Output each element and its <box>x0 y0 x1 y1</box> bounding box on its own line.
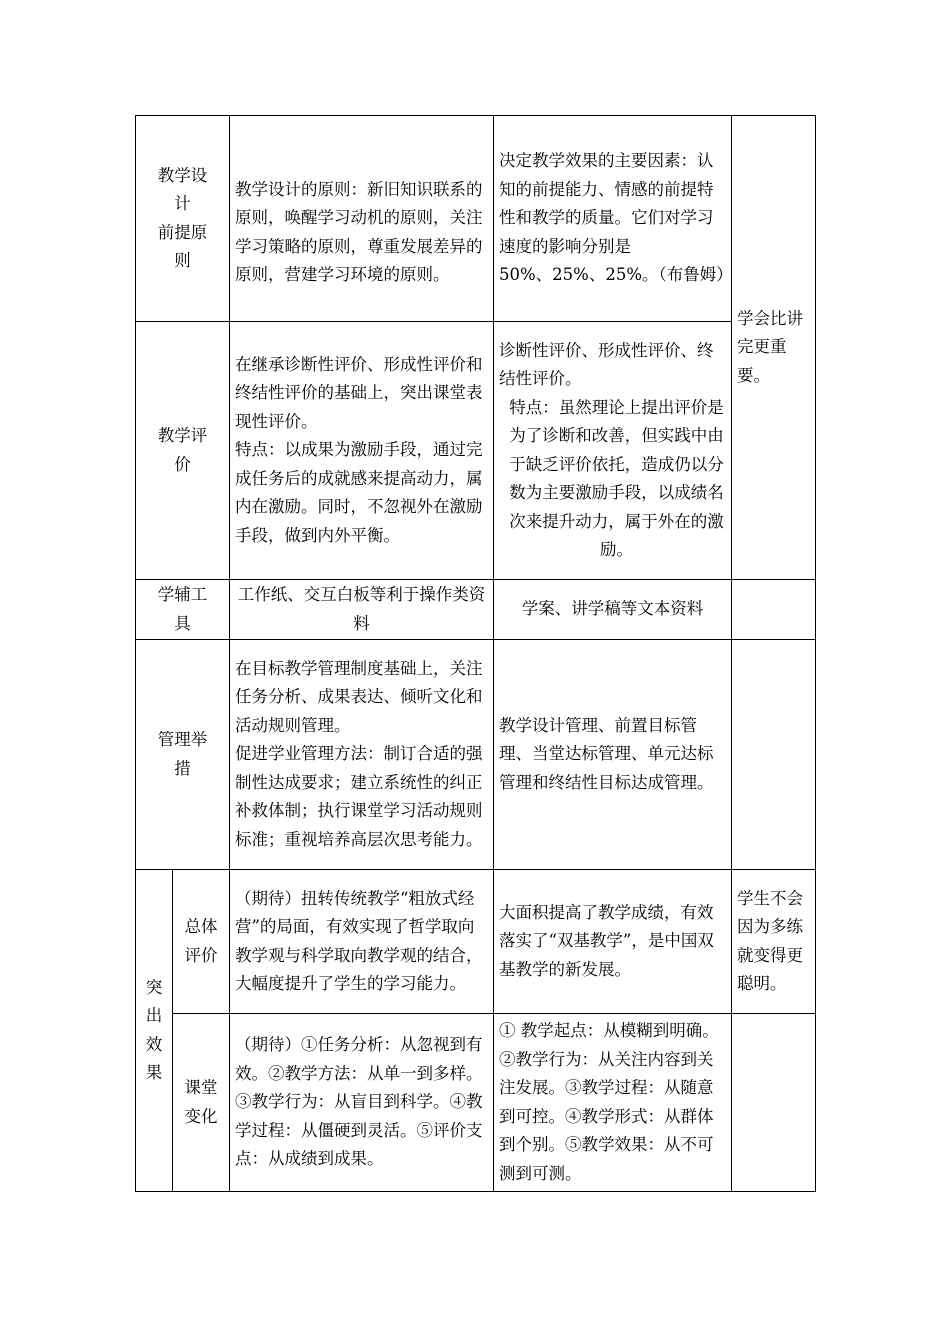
classroom-new: （期待）①任务分析：从忽视到有效。②教学方法：从单一到多样。③教学行为：从盲目到科学。④教学过程：从僵硬到灵活。⑤评价支点：从成绩到成果。 <box>230 1014 494 1192</box>
evaluation-new: 在继承诊断性评价、形成性评价和终结性评价的基础上，突出课堂表现性评价。 特点：以成果为激励手段，通过完成任务后的成就感来提高动力，属内在激励。同时，不忽视外在激励手段，做到内外平衡。 <box>230 322 494 580</box>
tools-old: 学案、讲学稿等文本资料 <box>494 580 732 640</box>
management-new: 在目标教学管理制度基础上，关注任务分析、成果表达、倾听文化和活动规则管理。 促进学业管理方法：制订合适的强制性达成要求；建立系统性的纠正补救体制；执行课堂学习活动规则标准；重视培养高层次思考能力。 <box>230 640 494 870</box>
side-note-learning: 学会比讲完更重要。 <box>732 116 816 580</box>
row-management <box>136 640 816 870</box>
row-label-design-premise: 教学设 计 前提原 则 <box>136 116 230 322</box>
row-label-management: 管理举 措 <box>136 640 230 870</box>
management-old: 教学设计管理、前置目标管理、当堂达标管理、单元达标管理和终结性目标达成管理。 <box>494 640 732 870</box>
sub-label-overall: 总体 评价 <box>173 870 230 1014</box>
row-effect-overall <box>136 870 816 1014</box>
row-effect-classroom <box>136 1014 816 1192</box>
tools-new: 工作纸、交互白板等利于操作类资料 <box>230 580 494 640</box>
row-tools <box>136 580 816 640</box>
row-label-tools: 学辅工 具 <box>136 580 230 640</box>
sub-label-classroom: 课堂 变化 <box>173 1014 230 1192</box>
overall-new: （期待）扭转传统教学“粗放式经营”的局面，有效实现了哲学取向教学观与科学取向教学观的结合，大幅度提升了学生的学习能力。 <box>230 870 494 1014</box>
classroom-side-empty <box>732 1014 816 1192</box>
management-side-empty <box>732 640 816 870</box>
row-label-evaluation: 教学评 价 <box>136 322 230 580</box>
overall-old: 大面积提高了教学成绩，有效落实了“双基教学”，是中国双基教学的新发展。 <box>494 870 732 1014</box>
design-premise-old: 决定教学效果的主要因素：认知的前提能力、情感的前提特性和教学的质量。它们对学习速度的影响分别是 50%、25%、25%。（布鲁姆） <box>494 116 732 322</box>
row-evaluation <box>136 322 816 580</box>
classroom-old: ① 教学起点：从模糊到明确。②教学行为：从关注内容到关注发展。③教学过程：从随意到可控。④教学形式：从群体到个别。⑤教学效果：从不可测到可测。 <box>494 1014 732 1192</box>
design-premise-new: 教学设计的原则：新旧知识联系的原则，唤醒学习动机的原则，关注学习策略的原则，尊重发展差异的原则，营建学习环境的原则。 <box>230 116 494 322</box>
row-label-effect: 突 出 效 果 <box>136 870 173 1192</box>
side-note-practice: 学生不会因为多练就变得更聪明。 <box>732 870 816 1014</box>
tools-side-empty <box>732 580 816 640</box>
comparison-table <box>135 115 816 1192</box>
evaluation-old: 诊断性评价、形成性评价、终结性评价。 特点：虽然理论上提出评价是为了诊断和改善，但实践中由于缺乏评价依托，造成仍以分数为主要激励手段，以成绩名次来提升动力，属于外在的激励。 <box>494 322 732 580</box>
row-design-premise <box>136 116 816 322</box>
